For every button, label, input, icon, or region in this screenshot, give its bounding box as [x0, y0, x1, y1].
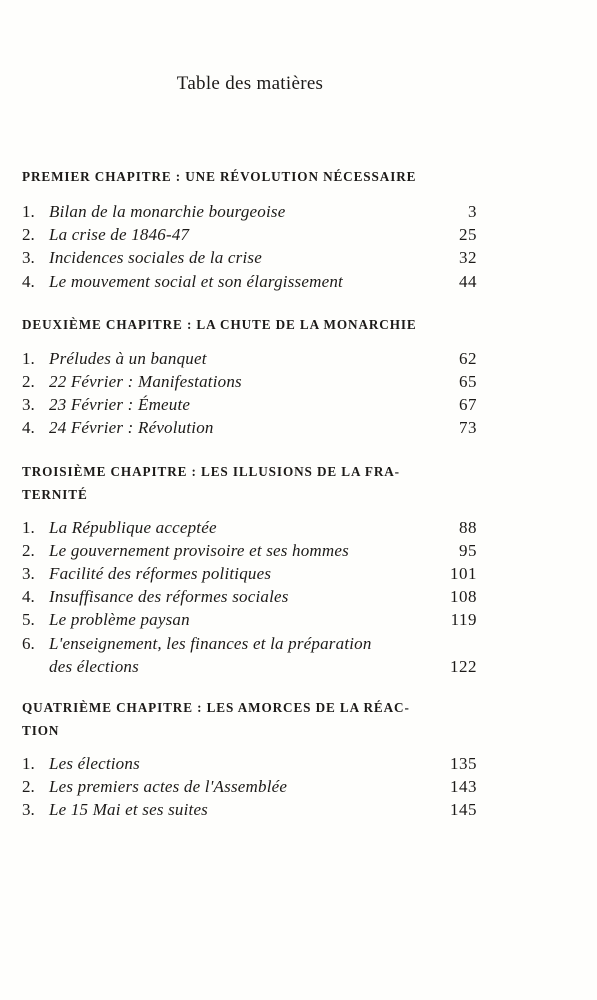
entry-page-number: 143 [450, 777, 477, 797]
toc-entry[interactable] [22, 246, 477, 269]
entry-title [49, 632, 437, 678]
entry-page-number: 119 [450, 610, 477, 630]
chapter-2 [22, 313, 477, 440]
entry-number: 3. [22, 248, 35, 268]
entry-number: 2. [22, 540, 35, 560]
entry-title: Le problème paysan [49, 610, 190, 630]
entry-number: 2. [22, 225, 35, 245]
toc-entry[interactable] [22, 270, 477, 293]
entry-number: 1. [22, 517, 35, 537]
toc-entry[interactable] [22, 798, 477, 821]
entry-page-number: 67 [459, 395, 477, 415]
entry-title: La crise de 1846-47 [49, 225, 190, 245]
entry-number: 5. [22, 610, 35, 630]
entry-title: Les premiers actes de l'Assemblée [49, 777, 288, 797]
toc-entry[interactable] [22, 585, 477, 608]
entry-title-line-1: L'enseignement, les finances et la préparation [49, 633, 372, 653]
chapter-heading [22, 696, 477, 742]
chapter-heading [22, 460, 477, 506]
toc-entry[interactable] [22, 223, 477, 246]
entry-title: Le gouvernement provisoire et ses hommes [49, 540, 349, 560]
chapter-heading: PREMIER CHAPITRE : UNE RÉVOLUTION NÉCESSAIRE [22, 169, 417, 184]
chapter-1 [22, 165, 477, 293]
entry-page-number: 95 [459, 540, 477, 560]
chapter-4 [22, 696, 477, 822]
entry-title: Facilité des réformes politiques [49, 564, 272, 584]
entry-page-number: 135 [450, 754, 477, 774]
entry-page-number: 62 [459, 348, 477, 368]
entry-number: 3. [22, 800, 35, 820]
entry-title: La République acceptée [49, 517, 217, 537]
toc-entry[interactable] [22, 752, 477, 775]
entry-title: Les élections [49, 754, 140, 774]
entry-page-number: 88 [459, 517, 477, 537]
page-title: Table des matières [176, 73, 324, 94]
entry-page-number: 145 [450, 800, 477, 820]
entry-title: 22 Février : Manifestations [49, 372, 242, 392]
entry-number: 2. [22, 777, 35, 797]
toc-entry[interactable] [22, 370, 477, 393]
entry-number: 4. [22, 587, 35, 607]
chapter-3 [22, 460, 477, 678]
toc-entry[interactable] [22, 393, 477, 416]
toc-entry[interactable] [22, 200, 477, 223]
entry-number: 4. [22, 271, 35, 291]
chapter-entries [22, 347, 477, 440]
toc-entry[interactable] [22, 632, 477, 678]
chapter-heading-line-1: QUATRIÈME CHAPITRE : LES AMORCES DE LA RÉAC- [22, 700, 410, 716]
entry-title-line-2: des élections [49, 656, 139, 676]
entry-title: 24 Février : Révolution [49, 418, 214, 438]
entry-title: Bilan de la monarchie bourgeoise [49, 202, 286, 221]
chapter-heading: DEUXIÈME CHAPITRE : LA CHUTE DE LA MONARCHIE [22, 316, 417, 332]
chapter-entries [22, 752, 477, 822]
toc-entry[interactable] [22, 608, 477, 631]
entry-number: 3. [22, 564, 35, 584]
table-of-contents [22, 165, 477, 822]
entry-page-number: 108 [450, 587, 477, 607]
entry-page-number: 122 [450, 656, 477, 676]
entry-title: Insuffisance des réformes sociales [49, 587, 289, 607]
entry-number: 1. [22, 348, 35, 368]
toc-entry[interactable] [22, 539, 477, 562]
entry-page-number: 65 [459, 372, 477, 392]
toc-entry[interactable] [22, 416, 477, 439]
entry-page-number: 101 [450, 564, 477, 584]
entry-number: 1. [22, 202, 35, 221]
entry-number: 4. [22, 418, 35, 438]
chapter-heading-line-1: TROISIÈME CHAPITRE : LES ILLUSIONS DE LA FRA- [22, 463, 400, 479]
entry-page-number: 32 [459, 248, 477, 268]
entry-title: 23 Février : Émeute [49, 395, 191, 415]
entry-title: Incidences sociales de la crise [49, 248, 262, 268]
entry-title: Le mouvement social et son élargissement [49, 271, 343, 291]
entry-number: 6. [22, 633, 35, 653]
entry-page-number: 73 [459, 418, 477, 438]
entry-number: 3. [22, 395, 35, 415]
chapter-heading-line-2: TERNITÉ [22, 486, 88, 502]
toc-entry[interactable] [22, 775, 477, 798]
toc-entry[interactable] [22, 347, 477, 370]
entry-number: 2. [22, 372, 35, 392]
entry-page-number: 25 [459, 225, 477, 245]
chapter-entries [22, 516, 477, 678]
entry-page-number: 3 [468, 202, 477, 221]
entry-title: Préludes à un banquet [49, 348, 207, 368]
chapter-heading-line-2: TION [22, 723, 60, 739]
toc-entry[interactable] [22, 516, 477, 539]
entry-title: Le 15 Mai et ses suites [49, 800, 209, 820]
entry-number: 1. [22, 754, 35, 774]
chapter-entries [22, 200, 477, 293]
toc-entry[interactable] [22, 562, 477, 585]
entry-page-number: 44 [459, 271, 477, 291]
